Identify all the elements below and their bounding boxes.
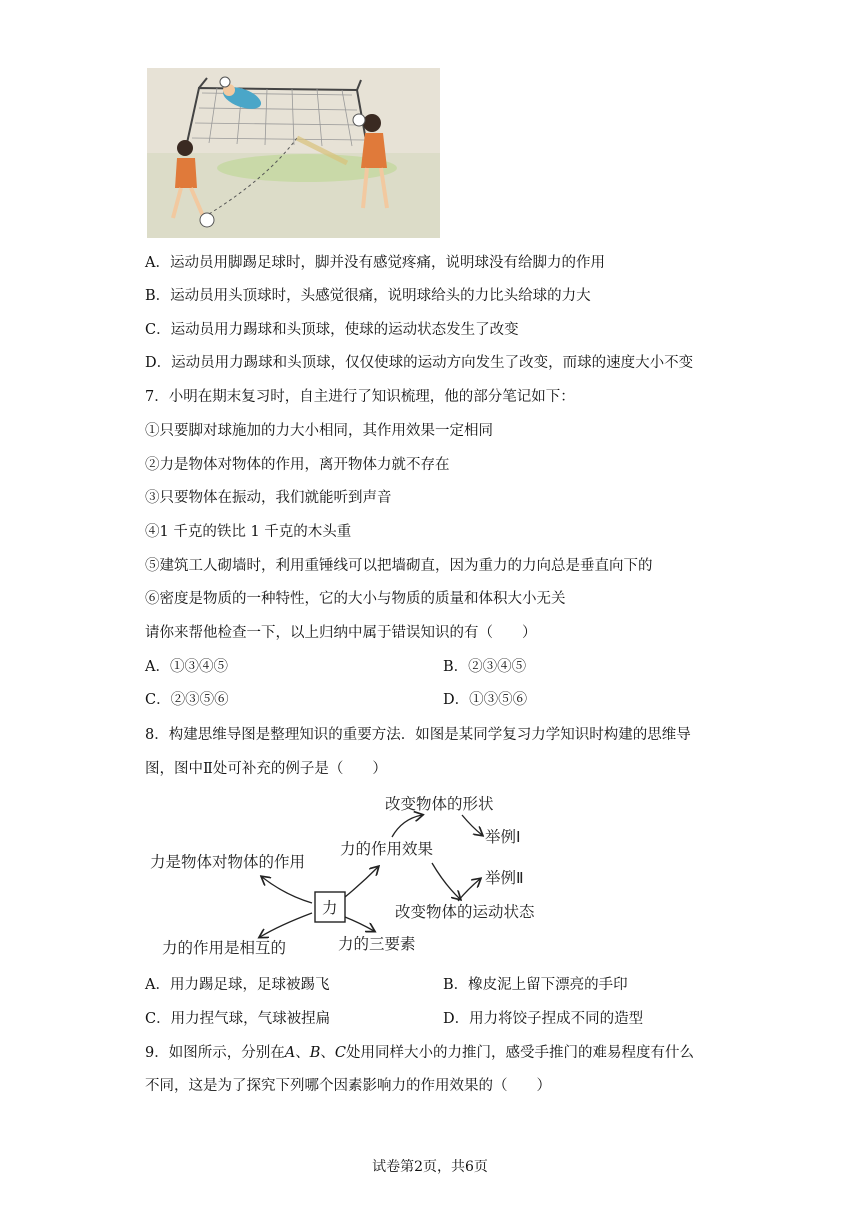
mindmap-example-1: 举例Ⅰ: [485, 828, 521, 846]
q6-option-d: D．运动员用力踢球和头顶球，仅仅使球的运动方向发生了改变，而球的速度大小不变: [145, 355, 694, 371]
q7-item-1: ①只要脚对球施加的力大小相同，其作用效果一定相同: [145, 423, 493, 439]
q7-item-6: ⑥密度是物质的一种特性，它的大小与物质的质量和体积大小无关: [145, 591, 566, 607]
q9-var-a: A: [284, 1045, 296, 1061]
mindmap-change-shape: 改变物体的形状: [385, 795, 494, 813]
q6-option-b: B．运动员用头顶球时，头感觉很痛，说明球给头的力比头给球的力大: [145, 288, 591, 304]
q8-stem-line2: 图，图中Ⅱ处可补充的例子是（ ）: [145, 761, 387, 777]
q9-stem-post: 处用同样大小的力推门，感受手推门的难易程度有什么: [345, 1045, 694, 1061]
q7-item-5: ⑤建筑工人砌墙时，利用重锤线可以把墙砌直，因为重力的力向总是垂直向下的: [145, 558, 653, 574]
force-mind-map: [140, 785, 560, 960]
arrow-to-effect: [345, 867, 378, 897]
q7-question: 请你来帮他检查一下，以上归纳中属于错误知识的有（ ）: [145, 625, 537, 641]
arrow-to-example-2: [458, 879, 480, 901]
q9-sep-1: 、: [295, 1045, 310, 1061]
page-footer: 试卷第2页，共6页: [372, 1159, 488, 1175]
mindmap-bottom: 力的三要素: [338, 935, 416, 953]
mindmap-left-bottom: 力的作用是相互的: [162, 939, 287, 957]
q7-option-a: A．①③④⑤: [145, 659, 228, 675]
q9-var-b: B: [309, 1045, 321, 1061]
q9-var-c: C: [334, 1045, 346, 1061]
arrow-to-example-1: [462, 815, 482, 835]
mindmap-left-top: 力是物体对物体的作用: [150, 853, 306, 871]
q7-option-d: D．①③⑤⑥: [443, 692, 528, 708]
q7-option-c: C．②③⑤⑥: [145, 692, 229, 708]
q6-option-c: C．运动员用力踢球和头顶球，使球的运动状态发生了改变: [145, 322, 519, 338]
mindmap-effect: 力的作用效果: [340, 840, 434, 858]
q9-sep-2: 、: [320, 1045, 335, 1061]
q8-option-a: A．用力踢足球，足球被踢飞: [145, 977, 330, 993]
q9-stem-pre: 9．如图所示，分别在: [145, 1045, 285, 1061]
q7-stem: 7．小明在期末复习时，自主进行了知识梳理，他的部分笔记如下：: [145, 389, 575, 405]
mindmap-change-motion: 改变物体的运动状态: [395, 903, 535, 921]
arrow-to-change-motion: [432, 863, 460, 899]
mindmap-example-2: 举例Ⅱ: [485, 869, 524, 887]
mindmap-center: 力: [322, 899, 338, 917]
q6-option-a: A．运动员用脚踢足球时，脚并没有感觉疼痛，说明球没有给脚力的作用: [145, 255, 605, 271]
q8-stem-line1: 8．构建思维导图是整理知识的重要方法．如图是某同学复习力学知识时构建的思维导: [145, 727, 691, 743]
arrow-to-bottom: [345, 917, 374, 931]
q7-item-2: ②力是物体对物体的作用，离开物体力就不存在: [145, 457, 450, 473]
q7-item-4: ④1 千克的铁比 1 千克的木头重: [145, 524, 352, 540]
soccer-illustration: [147, 68, 440, 238]
q7-option-b: B．②③④⑤: [443, 659, 527, 675]
q8-option-c: C．用力捏气球，气球被捏扁: [145, 1011, 331, 1027]
arrow-to-left-top: [262, 877, 312, 903]
q7-item-3: ③只要物体在振动，我们就能听到声音: [145, 490, 392, 506]
q8-option-b: B．橡皮泥上留下漂亮的手印: [443, 977, 628, 993]
arrow-to-change-shape: [392, 815, 422, 837]
q9-stem-line2: 不同，这是为了探究下列哪个因素影响力的作用效果的（ ）: [145, 1078, 551, 1094]
q8-option-d: D．用力将饺子捏成不同的造型: [443, 1011, 644, 1027]
q9-stem-line1: [145, 1043, 694, 1063]
arrow-to-left-bottom: [260, 913, 312, 937]
